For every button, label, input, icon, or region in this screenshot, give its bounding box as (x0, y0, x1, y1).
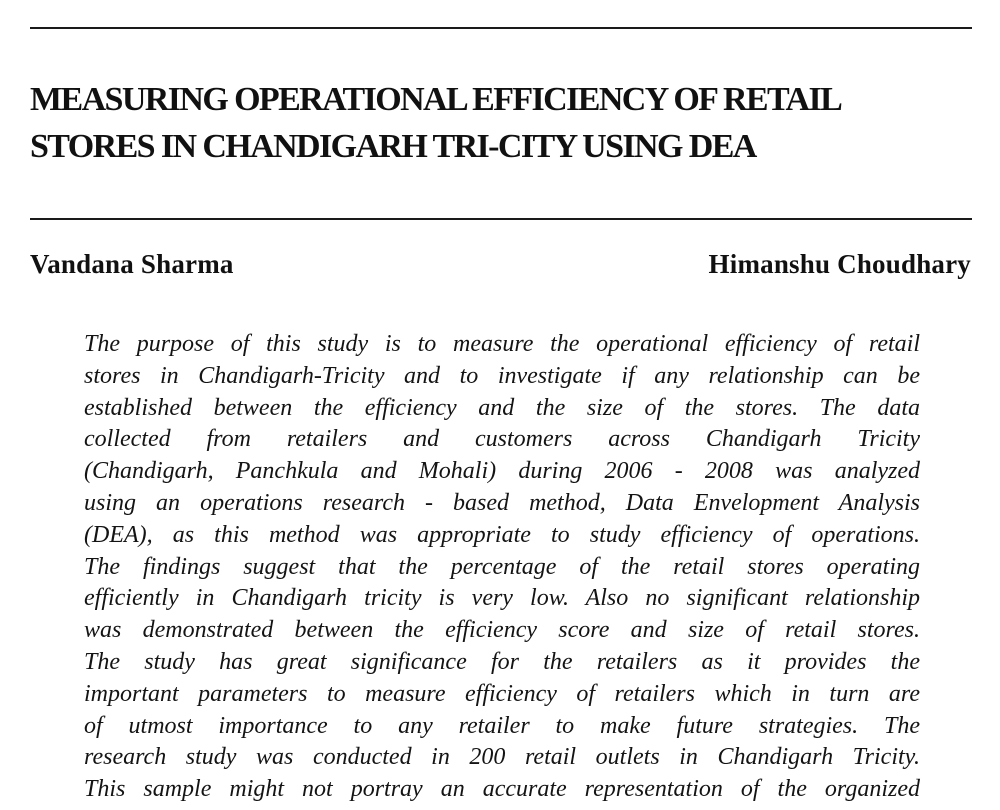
abstract-line: important parameters to measure efficiency of retailers which in turn are (84, 680, 920, 707)
abstract-line: research study was conducted in 200 retail outlets in Chandigarh Tricity. (84, 744, 920, 771)
abstract-line: was demonstrated between the efficiency score and size of retail stores. (84, 617, 920, 644)
abstract-line: The purpose of this study is to measure the operational efficiency of retail (84, 331, 920, 357)
author-name: Himanshu Choudhary (708, 249, 971, 279)
abstract-line: (Chandigarh, Panchkula and Mohali) during 2006 - 2008 was analyzed (84, 458, 920, 485)
abstract-line: established between the efficiency and the size of the stores. The data (84, 394, 920, 421)
title-line: STORES IN CHANDIGARH TRI-CITY USING DEA (30, 128, 756, 165)
abstract-line: This sample might not portray an accurate representation of the organized (84, 776, 920, 803)
abstract (84, 329, 920, 806)
title-bottom-rule (30, 218, 972, 220)
abstract-line: efficiently in Chandigarh tricity is very low. Also no significant relationship (84, 585, 920, 612)
author-name: Vandana Sharma (30, 249, 234, 279)
abstract-line: of utmost importance to any retailer to make future strategies. The (84, 712, 920, 739)
abstract-line: (DEA), as this method was appropriate to study efficiency of operations. (84, 521, 920, 548)
top-rule (30, 27, 972, 29)
abstract-line: using an operations research - based method, Data Envelopment Analysis (84, 489, 920, 516)
abstract-line: stores in Chandigarh-Tricity and to investigate if any relationship can be (84, 362, 920, 389)
abstract-line: collected from retailers and customers across Chandigarh Tricity (84, 426, 920, 453)
title-line: MEASURING OPERATIONAL EFFICIENCY OF RETAIL (30, 81, 842, 118)
paper-title (30, 76, 990, 170)
abstract-line: The study has great significance for the retailers as it provides the (84, 648, 920, 675)
abstract-line: The findings suggest that the percentage of the retail stores operating (84, 553, 920, 580)
